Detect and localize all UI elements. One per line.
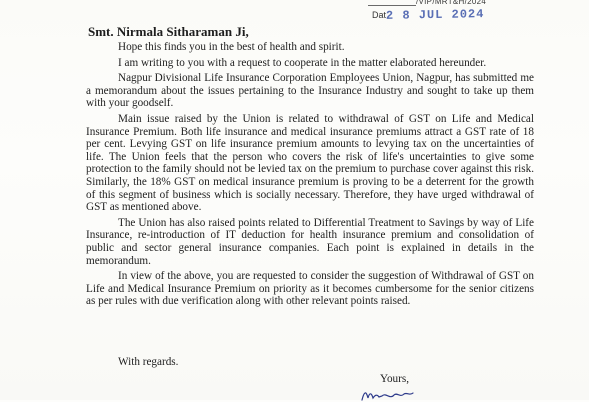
date-line xyxy=(372,8,484,22)
paragraph-greeting: Hope this finds you in the best of health and spirit. xyxy=(118,41,345,53)
paragraph-request: I am writing to you with a request to cooperate in the matter elaborated hereunder. xyxy=(118,56,487,69)
reference-number xyxy=(368,0,486,6)
paragraph-memorandum: Nagpur Divisional Life Insurance Corporation Employees Union, Nagpur, has submitted me a memorandum about the issues pertaining to the Insurance Industry and sought to take up them with your goodself. xyxy=(86,72,534,110)
date-stamp: 2 8 JUL 2024 xyxy=(385,7,485,23)
paragraph-other-points: The Union has also raised points related to Differential Treatment to Savings by way of Life Insurance, re-introduction of IT deduction for health insurance premium and consolidation of public and sector general insurance companies. Each point is explained in details in the memorandum. xyxy=(86,216,534,267)
paragraph-request-consider: In view of the above, you are requested to consider the suggestion of Withdrawal of GST on Life and Medical Insurance Premium on priority as it becomes cumbersome for the senior citizens as per rules with due verification along with other relevant points raised. xyxy=(86,270,534,308)
salutation: Smt. Nirmala Sitharaman Ji, xyxy=(88,24,249,39)
date-label: Dat xyxy=(372,10,387,20)
closing-line: With regards. xyxy=(118,356,179,368)
reference-suffix: /VIP/MRT&H/2024 xyxy=(416,0,487,6)
reference-blank-line xyxy=(368,0,416,6)
letter-body xyxy=(86,40,534,308)
paragraph-main-issue: Main issue raised by the Union is related to withdrawal of GST on Life and Medical Insurance Premium. Both life insurance and medical insurance premiums attract a GST rate of 18 per cent. Levying GST on life insurance premium amounts to levying tax on the uncertainties of life. The Union feels that the person who covers the risk of life's uncertainties to give some protection to the family should not be levied tax on the premium to purchase cover against this risk. Similarly, the 18% GST on medical insurance premium is proving to be a deterrent for the growth of this segment of business which is socially necessary. Therefore, they have urged withdrawal of GST as mentioned above. xyxy=(86,112,534,214)
sign-off: Yours, xyxy=(380,373,410,385)
